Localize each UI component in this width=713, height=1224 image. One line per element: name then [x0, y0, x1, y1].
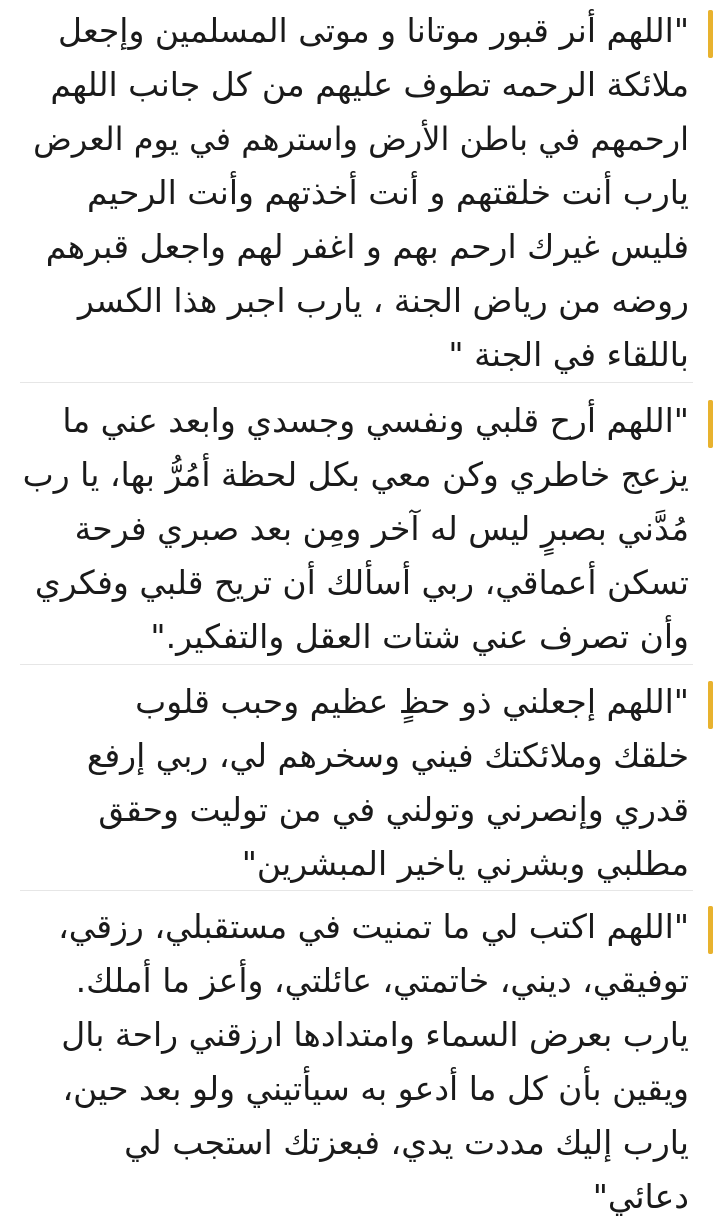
text-line: مُدَّني بصبرٍ ليس له آخر ومِن بعد صبري فرحة [74, 509, 689, 548]
text-line: دعائي" [592, 1177, 689, 1216]
text-line: "اللهم أرح قلبي ونفسي وجسدي وابعد عني ما [62, 401, 689, 440]
prayer-text [20, 675, 689, 891]
prayer-text [20, 900, 689, 1224]
text-line: يارب إليك مددت يدي، فبعزتك استجب لي [124, 1123, 689, 1162]
text-line: ارحمهم في باطن الأرض واسترهم في يوم العرض [33, 120, 689, 158]
prayer-text [20, 4, 689, 382]
quote-accent-bar [708, 400, 713, 448]
text-line: يزعج خاطري وكن معي بكل لحظة أمُرُّ بها، يا رب [22, 455, 689, 494]
quote-accent-bar [708, 10, 713, 58]
text-line: باللقاء في الجنة " [448, 335, 689, 374]
text-line: "اللهم اكتب لي ما تمنيت في مستقبلي، رزقي، [58, 907, 689, 946]
text-line: فليس غيرك ارحم بهم و اغفر لهم واجعل قبرهم [45, 227, 689, 266]
text-line: خلقك وملائكتك فيني وسخرهم لي، ربي إرفع [86, 736, 689, 775]
text-line: قدري وإنصرني وتولني في من توليت وحقق [98, 790, 689, 829]
text-line: "اللهم أنر قبور موتانا و موتى المسلمين وإجعل [58, 11, 689, 50]
entry-divider [20, 664, 693, 665]
entry-divider [20, 890, 693, 891]
text-line: "اللهم إجعلني ذو حظٍ عظيم وحبب قلوب [135, 682, 689, 721]
prayer-text [20, 394, 689, 664]
text-line: ملائكة الرحمه تطوف عليهم من كل جانب اللهم [50, 65, 689, 104]
text-line: وأن تصرف عني شتات العقل والتفكير." [150, 617, 689, 656]
entry-divider [20, 382, 693, 383]
text-line: يارب بعرض السماء وامتدادها ارزقني راحة بال [61, 1015, 689, 1054]
quote-accent-bar [708, 906, 713, 954]
text-line: روضه من رياض الجنة ، يارب اجبر هذا الكسر [77, 281, 689, 320]
text-line: تسكن أعماقي، ربي أسألك أن تريح قلبي وفكري [34, 563, 689, 602]
quote-accent-bar [708, 681, 713, 729]
text-line: يارب أنت خلقتهم و أنت أخذتهم وأنت الرحيم [87, 173, 689, 212]
text-line: توفيقي، ديني، خاتمتي، عائلتي، وأعز ما أملك. [75, 961, 689, 1000]
text-line: مطلبي وبشرني ياخير المبشرين" [241, 844, 689, 883]
text-line: ويقين بأن كل ما أدعو به سيأتيني ولو بعد حين، [62, 1069, 689, 1108]
